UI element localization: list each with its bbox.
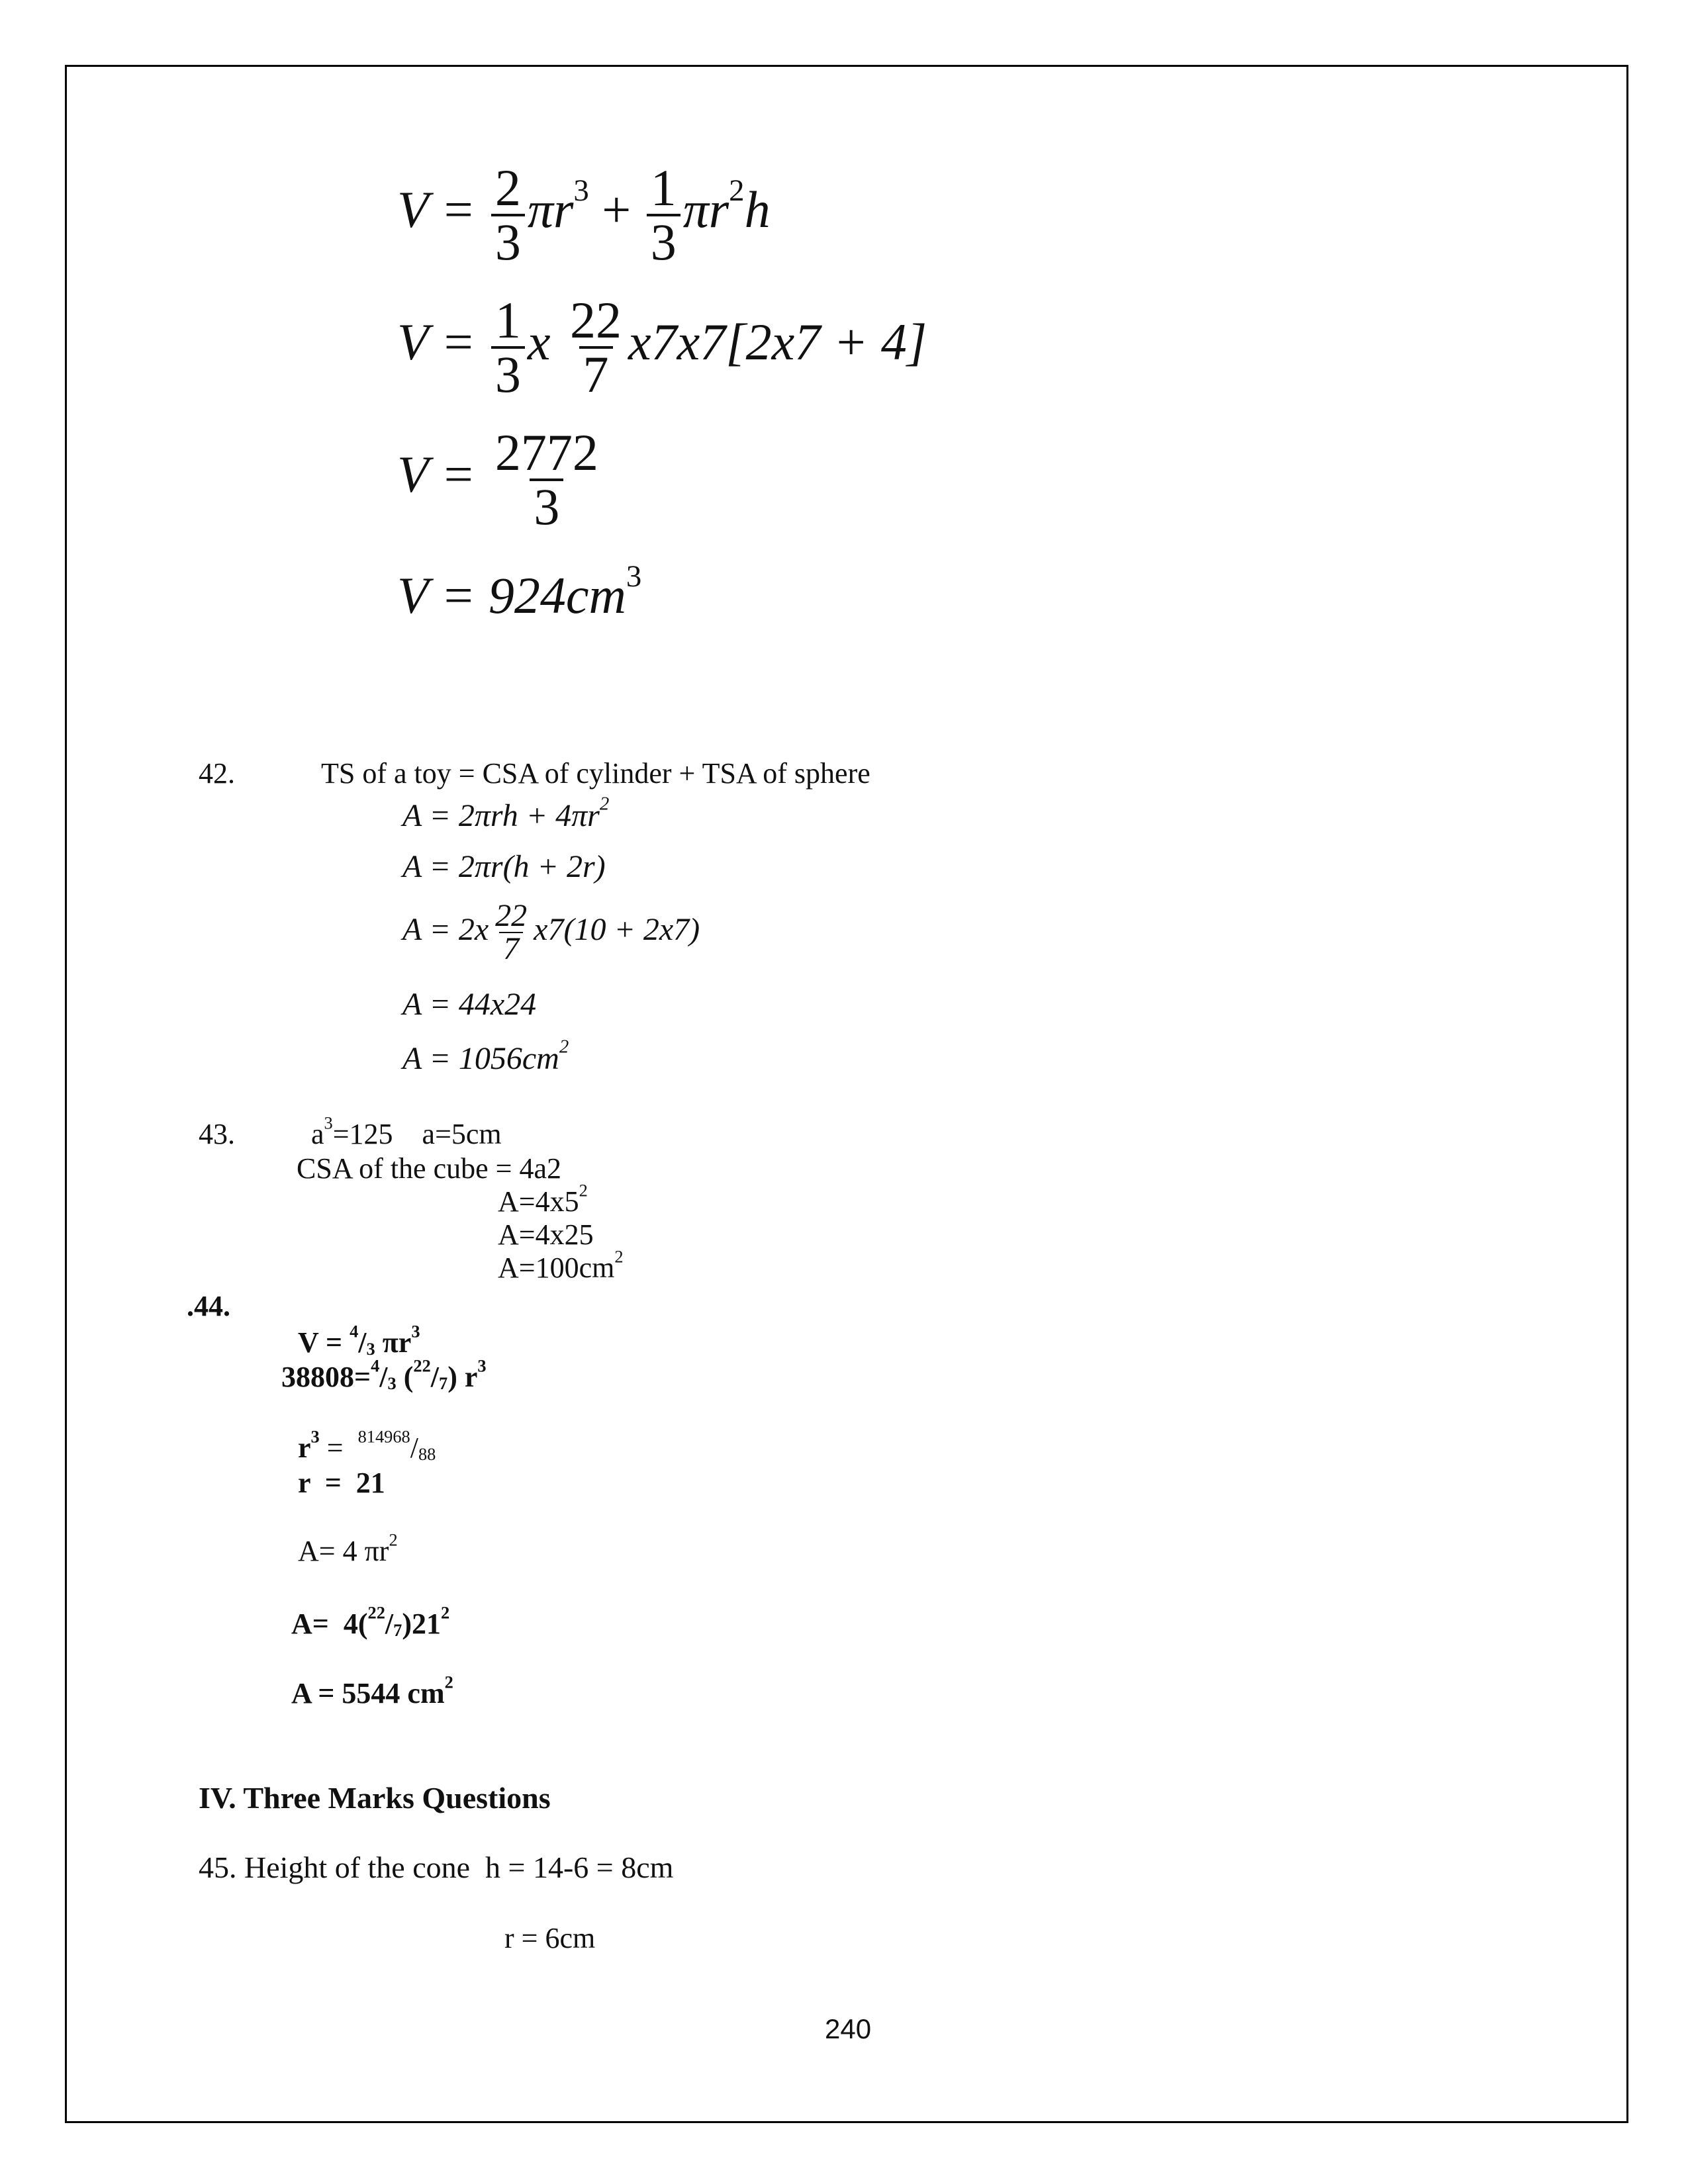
q42-line-3: A = 2x $\frac{22}{7}$ x7(10 + 2x7) bbox=[402, 898, 700, 966]
q43-line-4: A=4x25 bbox=[498, 1218, 594, 1251]
q42-line-5: $A = 1056cm^2$ bbox=[402, 1036, 569, 1076]
q42-line-1: $A = 2\pi rh + 4\pi r^2$ bbox=[402, 793, 610, 833]
q44-line-1: $V = ^4/_3$ $\pi r^3$ bbox=[298, 1321, 420, 1359]
q44-line-4: r = 21 bbox=[298, 1467, 385, 1499]
q42-heading: TS of a toy = CSA of cylinder + TSA of sphere bbox=[321, 757, 870, 790]
eq-line-2: V = $\frac{1}{3}$ x $\frac{22}{7}$ x7x7[2x7 + 4] bbox=[397, 291, 927, 403]
q45-line-1: 45. Height of the cone h = 14-6 = 8cm bbox=[199, 1850, 674, 1884]
q43-line-5: $A=100cm^2$ bbox=[498, 1246, 624, 1284]
section-heading: IV. Three Marks Questions bbox=[199, 1781, 551, 1815]
page-number: 240 bbox=[825, 2013, 872, 2044]
q44-number: .44. bbox=[187, 1290, 230, 1322]
q45-line-2: r = 6cm bbox=[504, 1922, 596, 1954]
q43-number: 43. bbox=[199, 1118, 235, 1150]
eq-line-3: V = $\frac{2772}{3}$ bbox=[397, 424, 598, 535]
q42-number: 42. bbox=[199, 757, 235, 790]
eq-line-4: $V = 924cm^3$ bbox=[397, 559, 642, 624]
q43-line-1: $a^3=125$ a=5cm bbox=[311, 1113, 502, 1150]
q44-line-2: $38808=^4/_3$ $(^{22}/_7)$ $r^3$ bbox=[281, 1355, 487, 1393]
q42-line-2: A = 2πr(h + 2r) bbox=[402, 849, 606, 884]
q44-line-5: A= 4 $\pi r^2$ bbox=[298, 1529, 398, 1567]
eq-line-1: V = $\frac{2}{3}$ $\pi r^3$ + $\frac{1}{3}$ $\pi r^2h$ bbox=[397, 159, 771, 271]
q44-line-3: $r^3 = ^{814968}/_{88}$ bbox=[298, 1426, 436, 1464]
q44-line-6: $A= 4(^{22}/_7)21^2$ bbox=[291, 1602, 450, 1640]
q42-line-4: A = 44x24 bbox=[402, 987, 537, 1022]
q44-line-7: A = 5544 $cm^2$ bbox=[291, 1672, 453, 1709]
q43-line-3: $A=4x5^2$ bbox=[498, 1180, 588, 1218]
q43-line-2: CSA of the cube = 4a2 bbox=[297, 1152, 561, 1185]
